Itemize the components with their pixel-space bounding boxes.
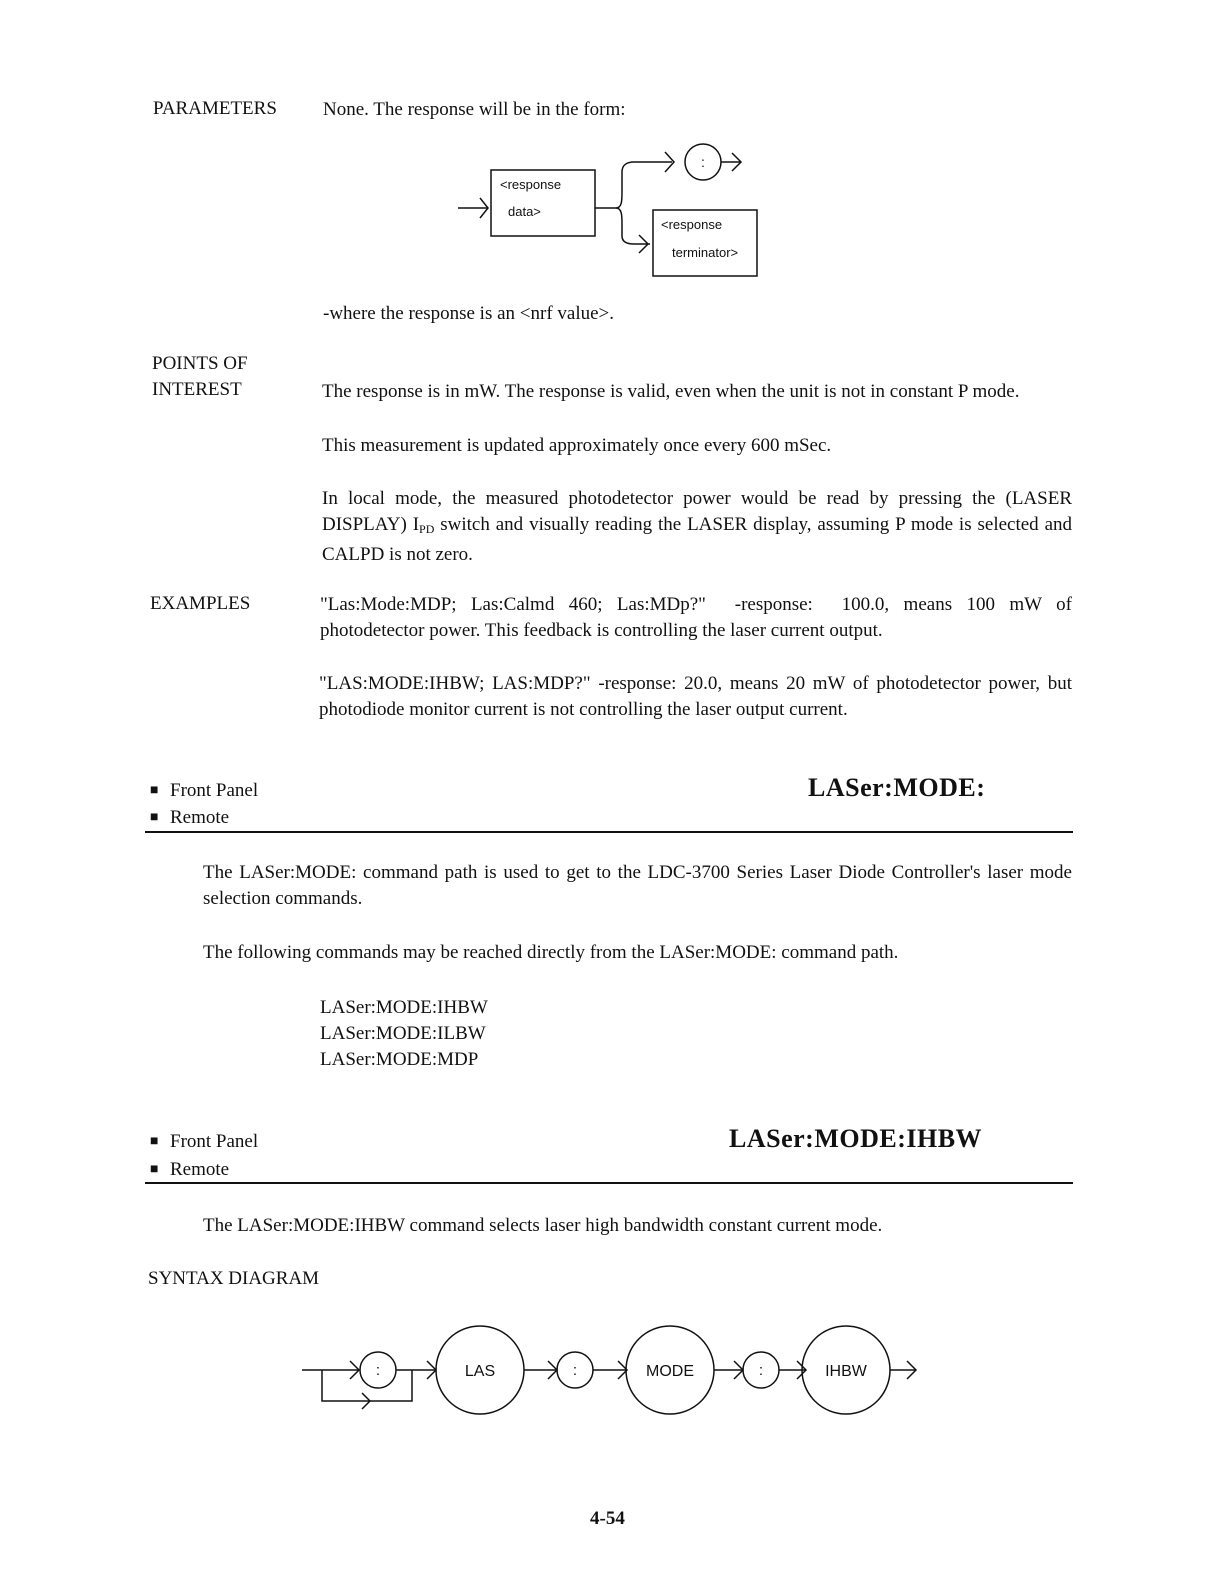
front-panel-indicator: ■ Front Panel [150,780,258,802]
response-terminator-line1: <response [661,217,723,232]
parameters-label: PARAMETERS [153,98,277,119]
command-ihbw: LASer:MODE:IHBW [320,997,488,1018]
mode-description: The LASer:MODE: command path is used to get to the LDC-3700 Series Laser Diode Controller's laser mode selection commands. [203,862,1072,909]
poi-paragraph-3: In local mode, the measured photodetector power would be read by pressing the (LASER DISPLAY) $I_{PD}$ switch and visually reading the LASER display, assuming P mode is selected and CALPD is not zero. [322,488,1072,565]
remote-indicator: ■ Remote [150,807,229,829]
section-rule [145,831,1073,833]
front-panel-indicator: ■ Front Panel [150,1131,258,1153]
ihbw-syntax-diagram [290,1315,930,1425]
las-node-label: LAS [464,1363,496,1380]
examples-label: EXAMPLES [150,593,251,614]
response-data-line2: data> [508,204,541,219]
poi-paragraph-2: This measurement is updated approximately once every 600 mSec. [322,435,832,456]
poi-label-line1: POINTS OF [152,353,248,374]
colon-node-1: : [375,1362,381,1379]
colon-node-3: : [758,1362,764,1379]
example-2: "LAS:MODE:IHBW; LAS:MDP?" -response: 20.0, means 20 mW of photodetector power, but photodiode monitor current is not controlling the laser output current. [319,673,1072,720]
page-number: 4-54 [590,1508,625,1529]
example-1: "Las:Mode:MDP; Las:Calmd 460; Las:MDp?" -response: 100.0, means 100 mW of photodetector power. This feedback is controlling the laser current output. [320,594,1077,641]
command-mdp: LASer:MODE:MDP [320,1049,479,1070]
syntax-diagram-label: SYNTAX DIAGRAM [148,1268,320,1289]
command-ilbw: LASer:MODE:ILBW [320,1023,486,1044]
mode-node-label: MODE [646,1363,694,1380]
mode-commands-intro: The following commands may be reached directly from the LASer:MODE: command path. [203,942,899,963]
remote-indicator: ■ Remote [150,1159,229,1181]
response-data-line1: <response [500,177,562,192]
section-rule [145,1182,1073,1184]
response-syntax-diagram [440,140,780,290]
colon-label: : [701,154,705,170]
ihbw-description: The LASer:MODE:IHBW command selects laser high bandwidth constant current mode. [203,1215,883,1236]
poi-label-line2: INTEREST [152,379,242,400]
response-terminator-line2: terminator> [672,245,739,260]
section-heading-mode: LASer:MODE: [808,773,986,802]
parameters-text: None. The response will be in the form: [323,99,626,120]
where-text: -where the response is an <nrf value>. [323,303,615,324]
section-heading-ihbw: LASer:MODE:IHBW [729,1124,983,1153]
poi-paragraph-1: The response is in mW. The response is valid, even when the unit is not in constant P mode. [322,381,1020,402]
ihbw-node-label: IHBW [825,1363,867,1380]
colon-node-2: : [572,1362,578,1379]
